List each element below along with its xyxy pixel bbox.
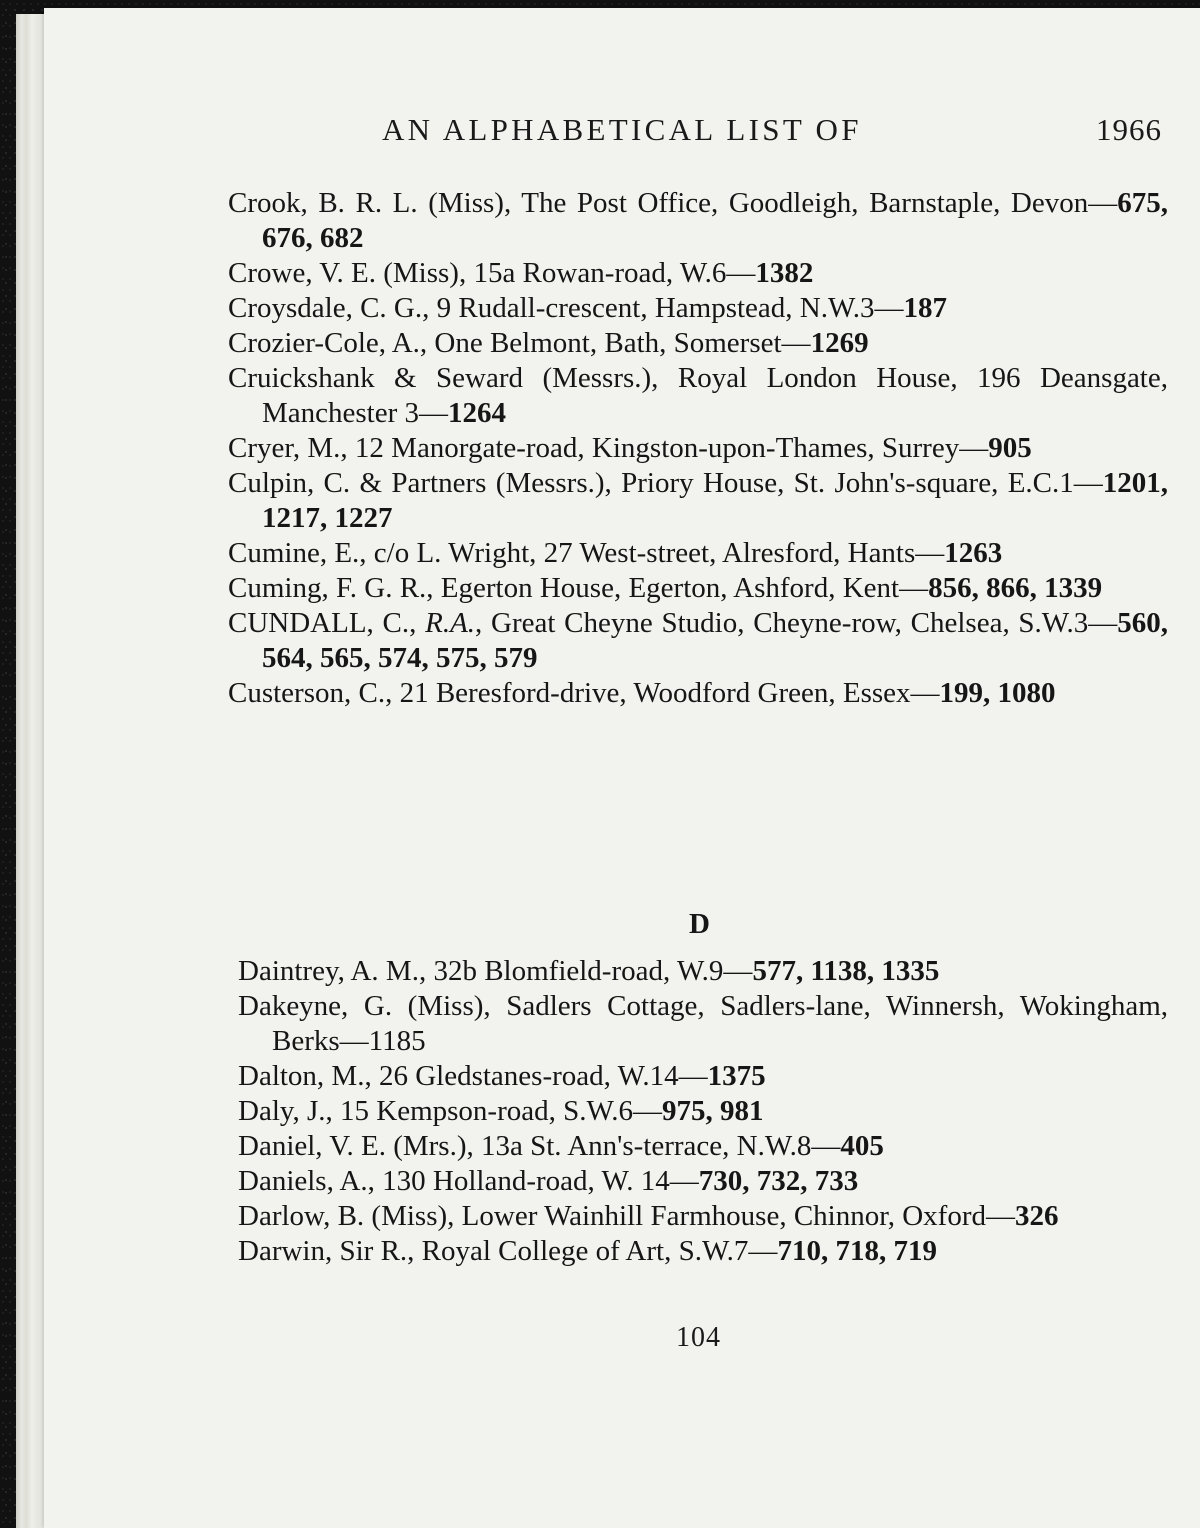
list-item <box>228 361 1168 431</box>
list-item <box>228 571 1168 606</box>
entry-numbers: 187 <box>903 292 947 324</box>
entry-numbers: 856, 866, 1339 <box>928 572 1103 604</box>
page-number: 104 <box>676 1322 721 1353</box>
entry-numbers: 1382 <box>755 257 814 289</box>
entry-text: Dalton, M., 26 Gledstanes-road, W.14— <box>238 1060 708 1092</box>
list-item <box>228 431 1168 466</box>
running-header <box>382 112 1162 156</box>
entry-numbers: 905 <box>988 432 1032 464</box>
entry-text: Culpin, C. & Partners (Messrs.), Priory House, St. John's-square, E.C.1— <box>228 467 1103 499</box>
entry-text: Cumine, E., c/o L. Wright, 27 West-street, Alresford, Hants— <box>228 537 945 569</box>
entry-text: , Great Cheyne Studio, Cheyne-row, Chelsea, S.W.3— <box>475 607 1118 639</box>
entry-title-italic: R.A. <box>425 607 476 639</box>
list-item <box>238 1234 1168 1269</box>
entry-numbers: 577, 1138, 1335 <box>752 955 940 987</box>
entry-numbers: 710, 718, 719 <box>777 1235 937 1267</box>
list-item <box>228 606 1168 676</box>
header-title: AN ALPHABETICAL LIST OF <box>382 112 862 147</box>
list-item <box>228 466 1168 536</box>
entry-numbers: 1264 <box>448 397 507 429</box>
entry-numbers: 326 <box>1015 1200 1059 1232</box>
list-item <box>238 1164 1168 1199</box>
list-item <box>238 1059 1168 1094</box>
entry-text: Daniel, V. E. (Mrs.), 13a St. Ann's-terrace, N.W.8— <box>238 1130 841 1162</box>
entry-text: Crozier-Cole, A., One Belmont, Bath, Somerset— <box>228 327 811 359</box>
list-item <box>238 1129 1168 1164</box>
entries-d-list <box>238 954 1168 1269</box>
list-item <box>228 536 1168 571</box>
entry-numbers: 1269 <box>810 327 869 359</box>
entry-text: Darwin, Sir R., Royal College of Art, S.W.7— <box>238 1235 778 1267</box>
entry-text: Darlow, B. (Miss), Lower Wainhill Farmhouse, Chinnor, Oxford— <box>238 1200 1015 1232</box>
entry-text: CUNDALL, C., <box>228 607 426 639</box>
section-letter: D <box>689 908 710 940</box>
entry-numbers: 675, 676, 682 <box>262 187 1168 254</box>
entry-text: Daly, J., 15 Kempson-road, S.W.6— <box>238 1095 662 1127</box>
entry-text: Cruickshank & Seward (Messrs.), Royal London House, 196 Deansgate, Manchester 3— <box>228 362 1168 429</box>
entry-text: Cuming, F. G. R., Egerton House, Egerton, Ashford, Kent— <box>228 572 929 604</box>
list-item <box>228 186 1168 256</box>
entry-text: Croysdale, C. G., 9 Rudall-crescent, Hampstead, N.W.3— <box>228 292 904 324</box>
entries-c-list <box>228 186 1168 711</box>
entry-text: Crook, B. R. L. (Miss), The Post Office, Goodleigh, Barnstaple, Devon— <box>228 187 1118 219</box>
entry-text: Dakeyne, G. (Miss), Sadlers Cottage, Sadlers-lane, Winnersh, Wokingham, Berks—1185 <box>238 990 1168 1057</box>
list-item <box>228 326 1168 361</box>
entry-numbers: 1375 <box>707 1060 766 1092</box>
list-item <box>228 676 1168 711</box>
entry-numbers: 199, 1080 <box>939 677 1056 709</box>
list-item <box>238 1199 1168 1234</box>
entry-text: Crowe, V. E. (Miss), 15a Rowan-road, W.6— <box>228 257 756 289</box>
entry-text: Custerson, C., 21 Beresford-drive, Woodford Green, Essex— <box>228 677 940 709</box>
entry-text: Daintrey, A. M., 32b Blomfield-road, W.9— <box>238 955 753 987</box>
list-item <box>228 256 1168 291</box>
entry-text: Daniels, A., 130 Holland-road, W. 14— <box>238 1165 699 1197</box>
list-item <box>238 989 1168 1059</box>
entry-numbers: 975, 981 <box>661 1095 764 1127</box>
entry-numbers: 1201, 1217, 1227 <box>262 467 1168 534</box>
list-item <box>228 291 1168 326</box>
entry-numbers: 560, 564, 565, 574, 575, 579 <box>262 607 1169 674</box>
header-year: 1966 <box>1096 112 1162 147</box>
list-item <box>238 954 1168 989</box>
entry-text: Cryer, M., 12 Manorgate-road, Kingston-upon-Thames, Surrey— <box>228 432 989 464</box>
entry-numbers: 405 <box>840 1130 884 1162</box>
entry-numbers: 1263 <box>944 537 1003 569</box>
list-item <box>238 1094 1168 1129</box>
entry-numbers: 730, 732, 733 <box>698 1165 859 1197</box>
